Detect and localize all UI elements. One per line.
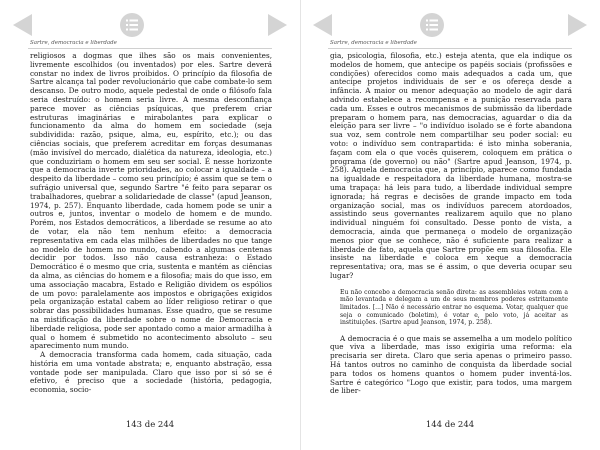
right-page: [300, 0, 600, 450]
arrow-left-icon[interactable]: [310, 12, 336, 38]
paragraph: A democracia transforma cada homem, cada situação, cada história em uma vontade abstrata; e, enquanto abstração, essa vontade pode ser manipulada. Claro que isso por si só se é efetivo, é preciso que a sociedade (história, pedagogia, economia, socio-: [30, 350, 272, 395]
block-quote: Eu não concebo a democracia senão direta: as assembleias votam com a mão levantada e delegam a um de seus membros poderes estritamente limitados. [...] Não é necessário entrar no esquema. Votar, qualquer que seja o comunicado (boletim), é votar e, pelo voto, já aceitar as instituições. (Sartre apud Jeanson, 1974, p. 258).: [340, 288, 568, 327]
header-divider: [328, 48, 572, 49]
running-header: Sartre, democracia e liberdade: [30, 40, 117, 46]
left-page-body: [30, 52, 272, 395]
running-header: Sartre, democracia e liberdade: [330, 40, 417, 46]
list-icon[interactable]: [419, 12, 445, 38]
paragraph: religiosos a dogmas que ilhes são os mais convenientes, livremente escolhidos (ou inventados) por eles. Sartre deverá constar no index de livros proibidos. O princípio da filosofia de Sartre alcança tal poder revolucionário que cabe combate-lo sem descanso. De outro modo, aquele pedestal de onde o filósofo fala seria destruído: o homem seria livre. A mesma desconfiança parece mover as ciências psíquicas, que preferem criar estruturas imaginárias e mirabolantes para explicar o funcionamento da alma do homem em sociedade (seja subdividida: razão, psique, alma, eu, espírito, etc.); ou das ciências sociais, que preferem acreditar em forças desumanas (mão invisível do mercado, dialética da natureza, ideologia, etc.) que conduziriam o homem em seu ser social. É nesse horizonte que a democracia inverte prioridades, ao colocar a igualdade – a despeito da liberdade – como seu princípio; é assim que se tem o sufrágio universal que, segundo Sartre "é feito para separar os trabalhadores, quebrar a solidariedade de classe" (apud Jeanson, 1974, p. 257). Enquanto liberdade, cada homem pode se unir a outros e, juntos, inventar o modelo de homem e de mundo. Porém, nos Estados democráticos, a liberdade se resume ao ato de votar, ela não tem nenhum efeito: a democracia representativa em cada elas milhões de liberdades no que tange ao modelo de homem no mundo, cabendo a algumas centenas decidir por todos. Isso não causa estranheza: o Estado Democrático é o mesmo que cria, sustenta e mantém as ciências da alma, as ciências do homem e a filosofia; mais do que isso, em uma associação macabra, Estado e Religião dividem os espólios de um povo: paralelamente aos impostos e obrigações exigidos pela organização estatal cabem ao líder religioso retirar o que sobrar das possibilidades humanas. Esse quadro, que se resume na mistificação da liberdade sobre o nome de Democracia e liberdade religiosa, pode ser apontado como a maior armadilha à qual o homem é submetido no acontecimento absoluto – seu aparecimento num mundo.: [30, 51, 272, 351]
paragraph: A democracia é o que mais se assemelha a um modelo político que viva a liberdade, mas isso exigiria uma reforma: ela precisaria ser direta. Claro que seria apenas o primeiro passo. Há tantos outros no caminho de conquista da liberdade social para todos os homens quantos o homem puder inventá-los. Sartre é categórico "Logo que existir, para todos, uma margem de liber-: [330, 333, 572, 396]
list-icon[interactable]: [119, 12, 145, 38]
arrow-right-icon[interactable]: [564, 12, 590, 38]
arrow-right-icon[interactable]: [264, 12, 290, 38]
arrow-left-icon[interactable]: [10, 12, 36, 38]
paragraph: gia, psicologia, filosofia, etc.) esteja atenta, que ela indique os modelos de homem, que antecipe os papéis sociais (profissões e condições) oferecidos como mais adequados a cada um, que antecipe projetos individuais de ser e os ofereça desde a infância. A maior ou menor adequação ao modelo de agir dará advindo estabelece a recompensa e a punição reservada para cada um. Esses e outros mecanismos de submissão da liberdade preparam o homem para, nas democracias, aguardar o dia da eleição para ser livre – "o indivíduo isolado se é forte abandona sua voz, sem controle nem compartilhar seu poder social: eu voto: o indivíduo sem contrapartida: é isto minha soberania, façam com ela o que vocês quiserem, coloquem em prática o programa (de governo) ou não" (Sartre apud Jeanson, 1974, p. 258). Aquela democracia que, a princípio, aparece como fundada na igualdade e respeitadora da liberdade humana, mostra-se uma trapaça: há leis para tudo, a liberdade individual sempre ignorada; há regras e decisões de grande impacto em toda organização social, mas os indivíduos parecem atordoados, assistindo seus governantes realizarem aquilo que no plano individual ninguém foi consultado. Desse ponto de vista, a democracia, ainda que permaneça o modelo de organização menos pior que se conhece, não é suficiente para realizar a liberdade de fato, aquela que Sartre propõe em sua filosofia. Ele insiste na liberdade e coloca em xeque a democracia representativa; ora, mas se é assim, o que deveria ocupar seu lugar?: [330, 51, 572, 280]
page-number: 144 de 244: [425, 420, 475, 430]
right-page-body: [330, 52, 572, 396]
page-number: 143 de 244: [125, 420, 175, 430]
header-divider: [28, 48, 272, 49]
